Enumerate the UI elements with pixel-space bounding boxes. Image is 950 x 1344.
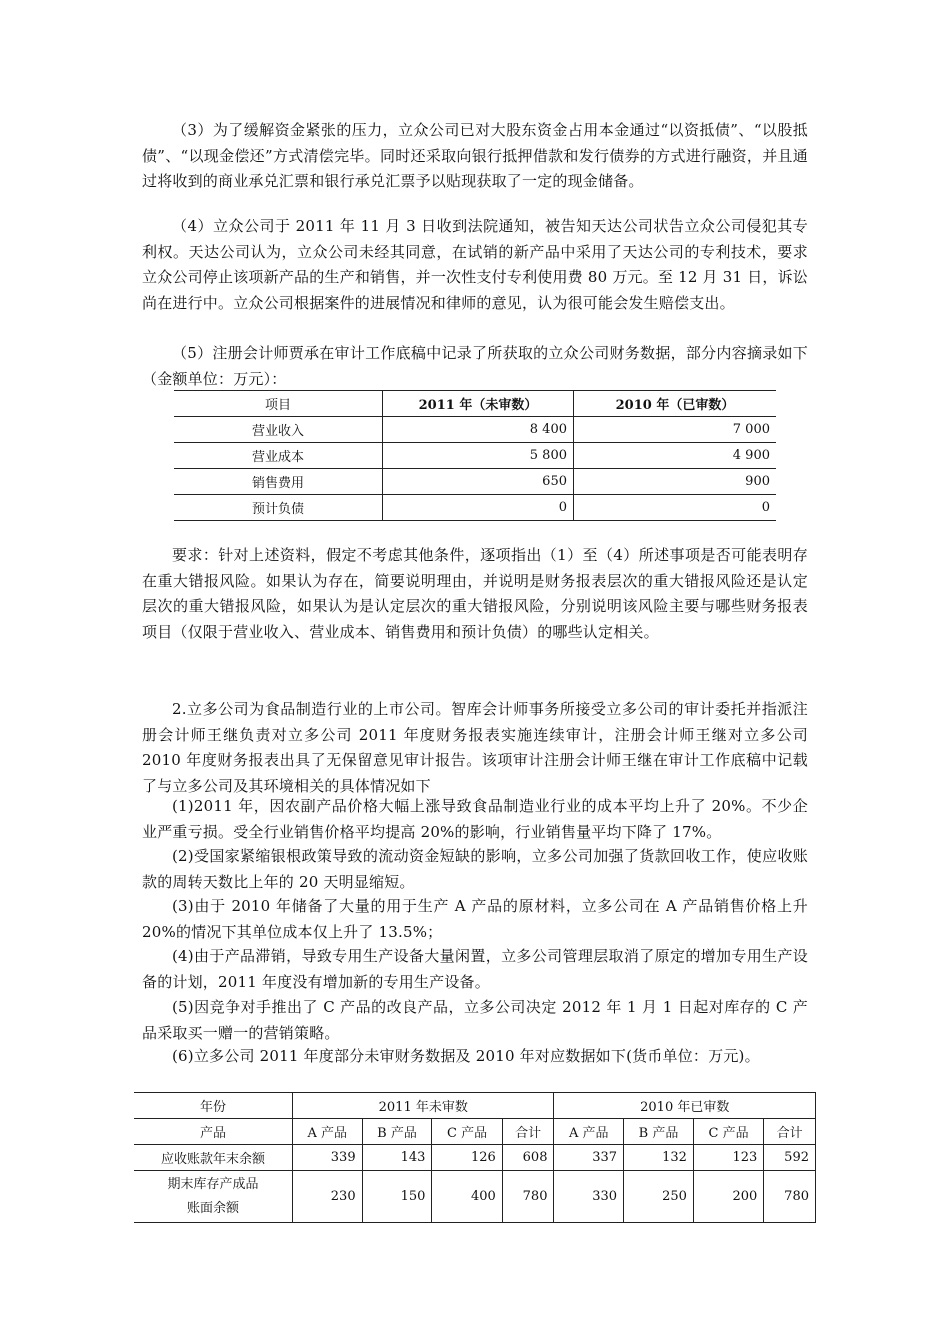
requirement-paragraph: 要求：针对上述资料，假定不考虑其他条件，逐项指出（1）至（4）所述事项是否可能表明存在重大错报风险。如果认为存在，简要说明理由，并说明是财务报表层次的重大错报风险还是认定层次的重大错报风险，如果认为是认定层次的重大错报风险，分别说明该风险主要与哪些财务报表项目（仅限于营业收入、营业成本、销售费用和预计负债）的哪些认定相关。	[142, 546, 808, 641]
row-label	[134, 1171, 293, 1223]
cell-value: 4 900	[574, 443, 777, 469]
cell-value: 330	[554, 1171, 624, 1223]
condition-item-5: (5)因竞争对手推出了 C 产品的改良产品，立多公司决定 2012 年 1 月 1 日起对库存的 C 产品采取买一赠一的营销策略。	[142, 998, 808, 1042]
column-header: B 产品	[624, 1119, 694, 1145]
row-label: 应收账款年末余额	[134, 1145, 293, 1171]
table-header-cell: 项目	[174, 391, 383, 417]
table-header-row	[134, 1119, 816, 1145]
cell-value: 8 400	[383, 417, 574, 443]
row-label: 预计负债	[174, 495, 383, 521]
column-header: A 产品	[554, 1119, 624, 1145]
condition-item-1: (1)2011 年，因农副产品价格大幅上涨导致食品制造业行业的成本平均上升了 20%。不少企业严重亏损。受全行业销售价格平均提高 20%的影响，行业销售量平均下降了 17%。	[142, 797, 808, 841]
cell-value: 150	[362, 1171, 432, 1223]
table-header-row	[174, 391, 776, 417]
column-header: A 产品	[293, 1119, 363, 1145]
column-header: B 产品	[362, 1119, 432, 1145]
row-label: 销售费用	[174, 469, 383, 495]
condition-item-6: (6)立多公司 2011 年度部分未审财务数据及 2010 年对应数据如下(货币单位：万元)。	[172, 1047, 760, 1065]
table-row	[134, 1171, 816, 1223]
cell-value: 608	[502, 1145, 554, 1171]
cell-value: 337	[554, 1145, 624, 1171]
group-2010-header: 2010 年已审数	[554, 1093, 816, 1119]
row-label-line: 账面余额	[186, 1200, 239, 1216]
table-header-row	[134, 1093, 816, 1119]
paragraph-item-5: （5）注册会计师贾承在审计工作底稿中记录了所获取的立众公司财务数据，部分内容摘录如下（金额单位：万元）：	[142, 344, 808, 388]
table-header-cell	[574, 391, 777, 417]
table-row	[174, 469, 776, 495]
cell-value: 0	[574, 495, 777, 521]
row-label: 营业收入	[174, 417, 383, 443]
financial-data-table-1	[174, 390, 776, 521]
cell-value: 400	[432, 1171, 502, 1223]
year-label: 年份	[134, 1093, 293, 1119]
cell-value: 7 000	[574, 417, 777, 443]
product-label: 产品	[134, 1119, 293, 1145]
cell-value: 5 800	[383, 443, 574, 469]
condition-item-2: (2)受国家紧缩银根政策导致的流动资金短缺的影响，立多公司加强了货款回收工作，使应收账款的周转天数比上年的 20 天明显缩短。	[142, 847, 808, 891]
cell-value: 780	[502, 1171, 554, 1223]
cell-value: 592	[764, 1145, 816, 1171]
cell-value: 143	[362, 1145, 432, 1171]
paragraph-item-4: （4）立众公司于 2011 年 11 月 3 日收到法院通知，被告知天达公司状告立众公司侵犯其专利权。天达公司认为，立众公司未经其同意，在试销的新产品中采用了天达公司的专利技术，要求立众公司停止该项新产品的生产和销售，并一次性支付专利使用费 80 万元。至 12 月 31 日，诉讼尚在进行中。立众公司根据案件的进展情况和律师的意见，认为很可能会发生赔偿支出。	[142, 217, 808, 312]
cell-value: 200	[693, 1171, 763, 1223]
row-label: 营业成本	[174, 443, 383, 469]
paragraph-item-3: （3）为了缓解资金紧张的压力，立众公司已对大股东资金占用本金通过“以资抵债”、“以股抵债”、“以现金偿还”方式清偿完毕。同时还采取向银行抵押借款和发行债券的方式进行融资，并且通过将收到的商业承兑汇票和银行承兑汇票予以贴现获取了一定的现金储备。	[142, 121, 808, 190]
table-header-text: 2010 年（已审数）	[615, 398, 735, 413]
table-row	[134, 1145, 816, 1171]
cell-value: 0	[383, 495, 574, 521]
condition-item-4: (4)由于产品滞销，导致专用生产设备大量闲置，立多公司管理层取消了原定的增加专用生产设备的计划，2011 年度没有增加新的专用生产设备。	[142, 947, 808, 991]
cell-value: 650	[383, 469, 574, 495]
column-header: 合计	[764, 1119, 816, 1145]
cell-value: 339	[293, 1145, 363, 1171]
condition-item-3: (3)由于 2010 年储备了大量的用于生产 A 产品的原材料，立多公司在 A 产品销售价格上升 20%的情况下其单位成本仅上升了 13.5%；	[142, 897, 808, 941]
group-2011-header: 2011 年未审数	[293, 1093, 554, 1119]
cell-value: 123	[693, 1145, 763, 1171]
cell-value: 780	[764, 1171, 816, 1223]
financial-data-table-2	[134, 1092, 816, 1223]
column-header: C 产品	[693, 1119, 763, 1145]
row-label-line: 期末库存产成品	[167, 1176, 259, 1192]
question-2-intro: 2.立多公司为食品制造行业的上市公司。智库会计师事务所接受立多公司的审计委托并指派注册会计师王继负责对立多公司 2011 年度财务报表实施连续审计，注册会计师王继对立多公司 2010 年度财务报表出具了无保留意见审计报告。该项审计注册会计师王继在审计工作底稿中记载了与立多公司及其环境相关的具体情况如下	[142, 700, 808, 795]
cell-value: 230	[293, 1171, 363, 1223]
table-header-text: 2011 年（未审数）	[418, 398, 538, 413]
cell-value: 126	[432, 1145, 502, 1171]
cell-value: 900	[574, 469, 777, 495]
table-row	[174, 443, 776, 469]
column-header: 合计	[502, 1119, 554, 1145]
column-header: C 产品	[432, 1119, 502, 1145]
table-row	[174, 495, 776, 521]
cell-value: 250	[624, 1171, 694, 1223]
cell-value: 132	[624, 1145, 694, 1171]
table-row	[174, 417, 776, 443]
table-header-cell	[383, 391, 574, 417]
